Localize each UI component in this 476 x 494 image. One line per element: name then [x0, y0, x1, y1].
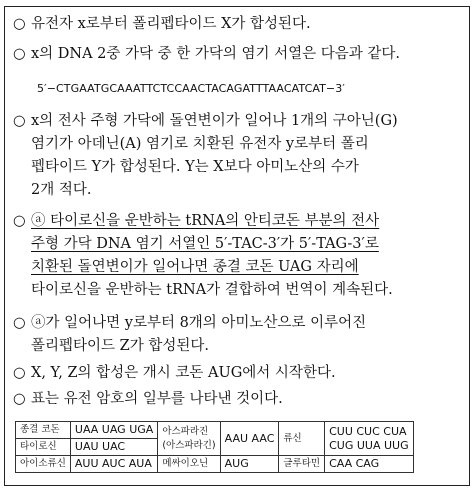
statement-7: [13, 388, 461, 411]
statement-line: 치환된 돌연변이가 일어나면 종결 코돈 UAG 자리에: [31, 259, 359, 275]
statement-line: 타이로신을 운반하는 tRNA가 결합하여 번역이 계속된다.: [31, 282, 393, 298]
statement-line: ⓐ가 일어나면 y로부터 8개의 아미노산으로 이루어진: [31, 315, 367, 331]
statement-text: 표는 유전 암호의 일부를 나타낸 것이다.: [31, 391, 283, 407]
table-cell: 아스파라진 (아스파라긴): [158, 422, 220, 456]
table-cell: 메싸이오닌: [158, 456, 220, 473]
statement-4: [13, 210, 461, 302]
bullet-icon: ○: [13, 213, 26, 229]
statement-text: x의 DNA 2중 가닥 중 한 가닥의 염기 서열은 다음과 같다.: [31, 46, 401, 62]
table-cell: 글루타민: [279, 456, 325, 473]
table-cell: UAA UAG UGA: [70, 422, 157, 439]
codon-table: [15, 421, 414, 473]
table-row: [16, 422, 414, 439]
statement-line: ⓐ 타이로신을 운반하는 tRNA의 안티코돈 부분의 전사: [31, 213, 380, 229]
statement-3: [13, 110, 461, 202]
statement-line: 주형 가닥 DNA 염기 서열인 5′-TAC-3′가 5′-TAG-3′로: [31, 236, 379, 252]
statement-text: 유전자 x로부터 폴리펩타이드 X가 합성된다.: [31, 16, 311, 32]
statement-line: 폴리펩타이드 Z가 합성된다.: [31, 338, 209, 354]
statement-6: [13, 362, 461, 385]
bullet-icon: ○: [13, 46, 26, 62]
statement-2: [13, 43, 461, 66]
table-cell: 류신: [279, 422, 325, 456]
table-row: [16, 456, 414, 473]
table-cell: AAU AAC: [220, 422, 279, 456]
statement-1: [13, 13, 461, 36]
table-cell: 타이로신: [16, 439, 71, 456]
statement-text: X, Y, Z의 합성은 개시 코돈 AUG에서 시작한다.: [31, 365, 336, 381]
table-cell: AUU AUC AUA: [70, 456, 157, 473]
table-cell: CUU CUC CUA CUG UUA UUG: [325, 422, 414, 456]
statement-line: 염기가 아데닌(A) 염기로 치환된 유전자 y로부터 폴리: [31, 136, 369, 152]
statement-line: 2개 적다.: [31, 182, 92, 198]
bullet-icon: ○: [13, 315, 26, 331]
statement-line: x의 전사 주형 가닥에 돌연변이가 일어나 1개의 구아닌(G): [31, 113, 398, 129]
bullet-icon: ○: [13, 365, 26, 381]
table-cell: AUG: [220, 456, 279, 473]
problem-box: [4, 6, 470, 486]
bullet-icon: ○: [13, 391, 26, 407]
bullet-icon: ○: [13, 16, 26, 32]
table-cell: UAU UAC: [70, 439, 157, 456]
table-cell: 종결 코돈: [16, 422, 71, 439]
statement-5: [13, 312, 461, 358]
table-cell: CAA CAG: [325, 456, 414, 473]
table-cell: 아이소류신: [16, 456, 71, 473]
statement-line: 펩타이드 Y가 합성된다. Y는 X보다 아미노산의 수가: [31, 159, 359, 175]
dna-sequence: 5′−CTGAATGCAAATTCTCCAACTACAGATTTAACATCAT−3′: [37, 82, 345, 95]
bullet-icon: ○: [13, 113, 26, 129]
